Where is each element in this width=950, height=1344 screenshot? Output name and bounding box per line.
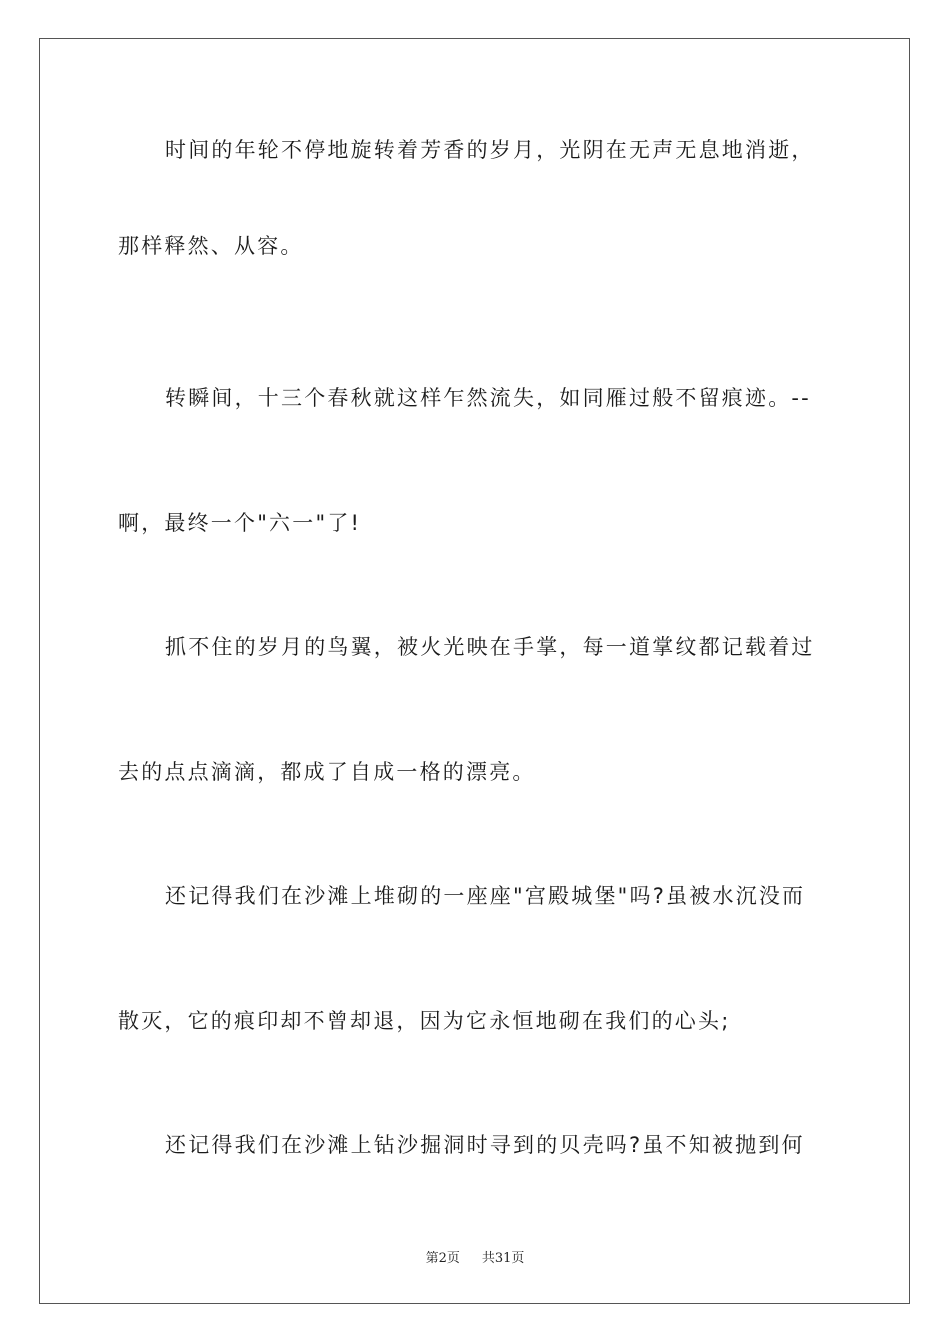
page-footer bbox=[0, 1247, 950, 1266]
paragraph-1-line-1: 时间的年轮不停地旋转着芳香的岁月，光阴在无声无息地消逝， bbox=[165, 138, 815, 162]
paragraph-2-line-2: 啊，最终一个"六一"了! bbox=[118, 511, 362, 535]
paragraph-4-line-2: 散灭，它的痕印却不曾却退，因为它永恒地砌在我们的心头; bbox=[118, 1009, 731, 1033]
paragraph-2-line-1: 转瞬间，十三个春秋就这样乍然流失，如同雁过般不留痕迹。-- bbox=[165, 386, 811, 410]
page-total: 共31页 bbox=[481, 1251, 525, 1266]
paragraph-3-line-2: 去的点点滴滴，都成了自成一格的漂亮。 bbox=[118, 760, 536, 784]
page-border bbox=[39, 38, 910, 1304]
paragraph-4-line-1: 还记得我们在沙滩上堆砌的一座座"宫殿城堡"吗?虽被水沉没而 bbox=[165, 884, 806, 908]
paragraph-1-line-2: 那样释然、从容。 bbox=[118, 234, 304, 258]
page-number: 第2页 bbox=[425, 1251, 460, 1266]
paragraph-3-line-1: 抓不住的岁月的鸟翼，被火光映在手掌，每一道掌纹都记载着过 bbox=[165, 635, 815, 659]
paragraph-5-line-1: 还记得我们在沙滩上钻沙掘洞时寻到的贝壳吗?虽不知被抛到何 bbox=[165, 1133, 805, 1157]
